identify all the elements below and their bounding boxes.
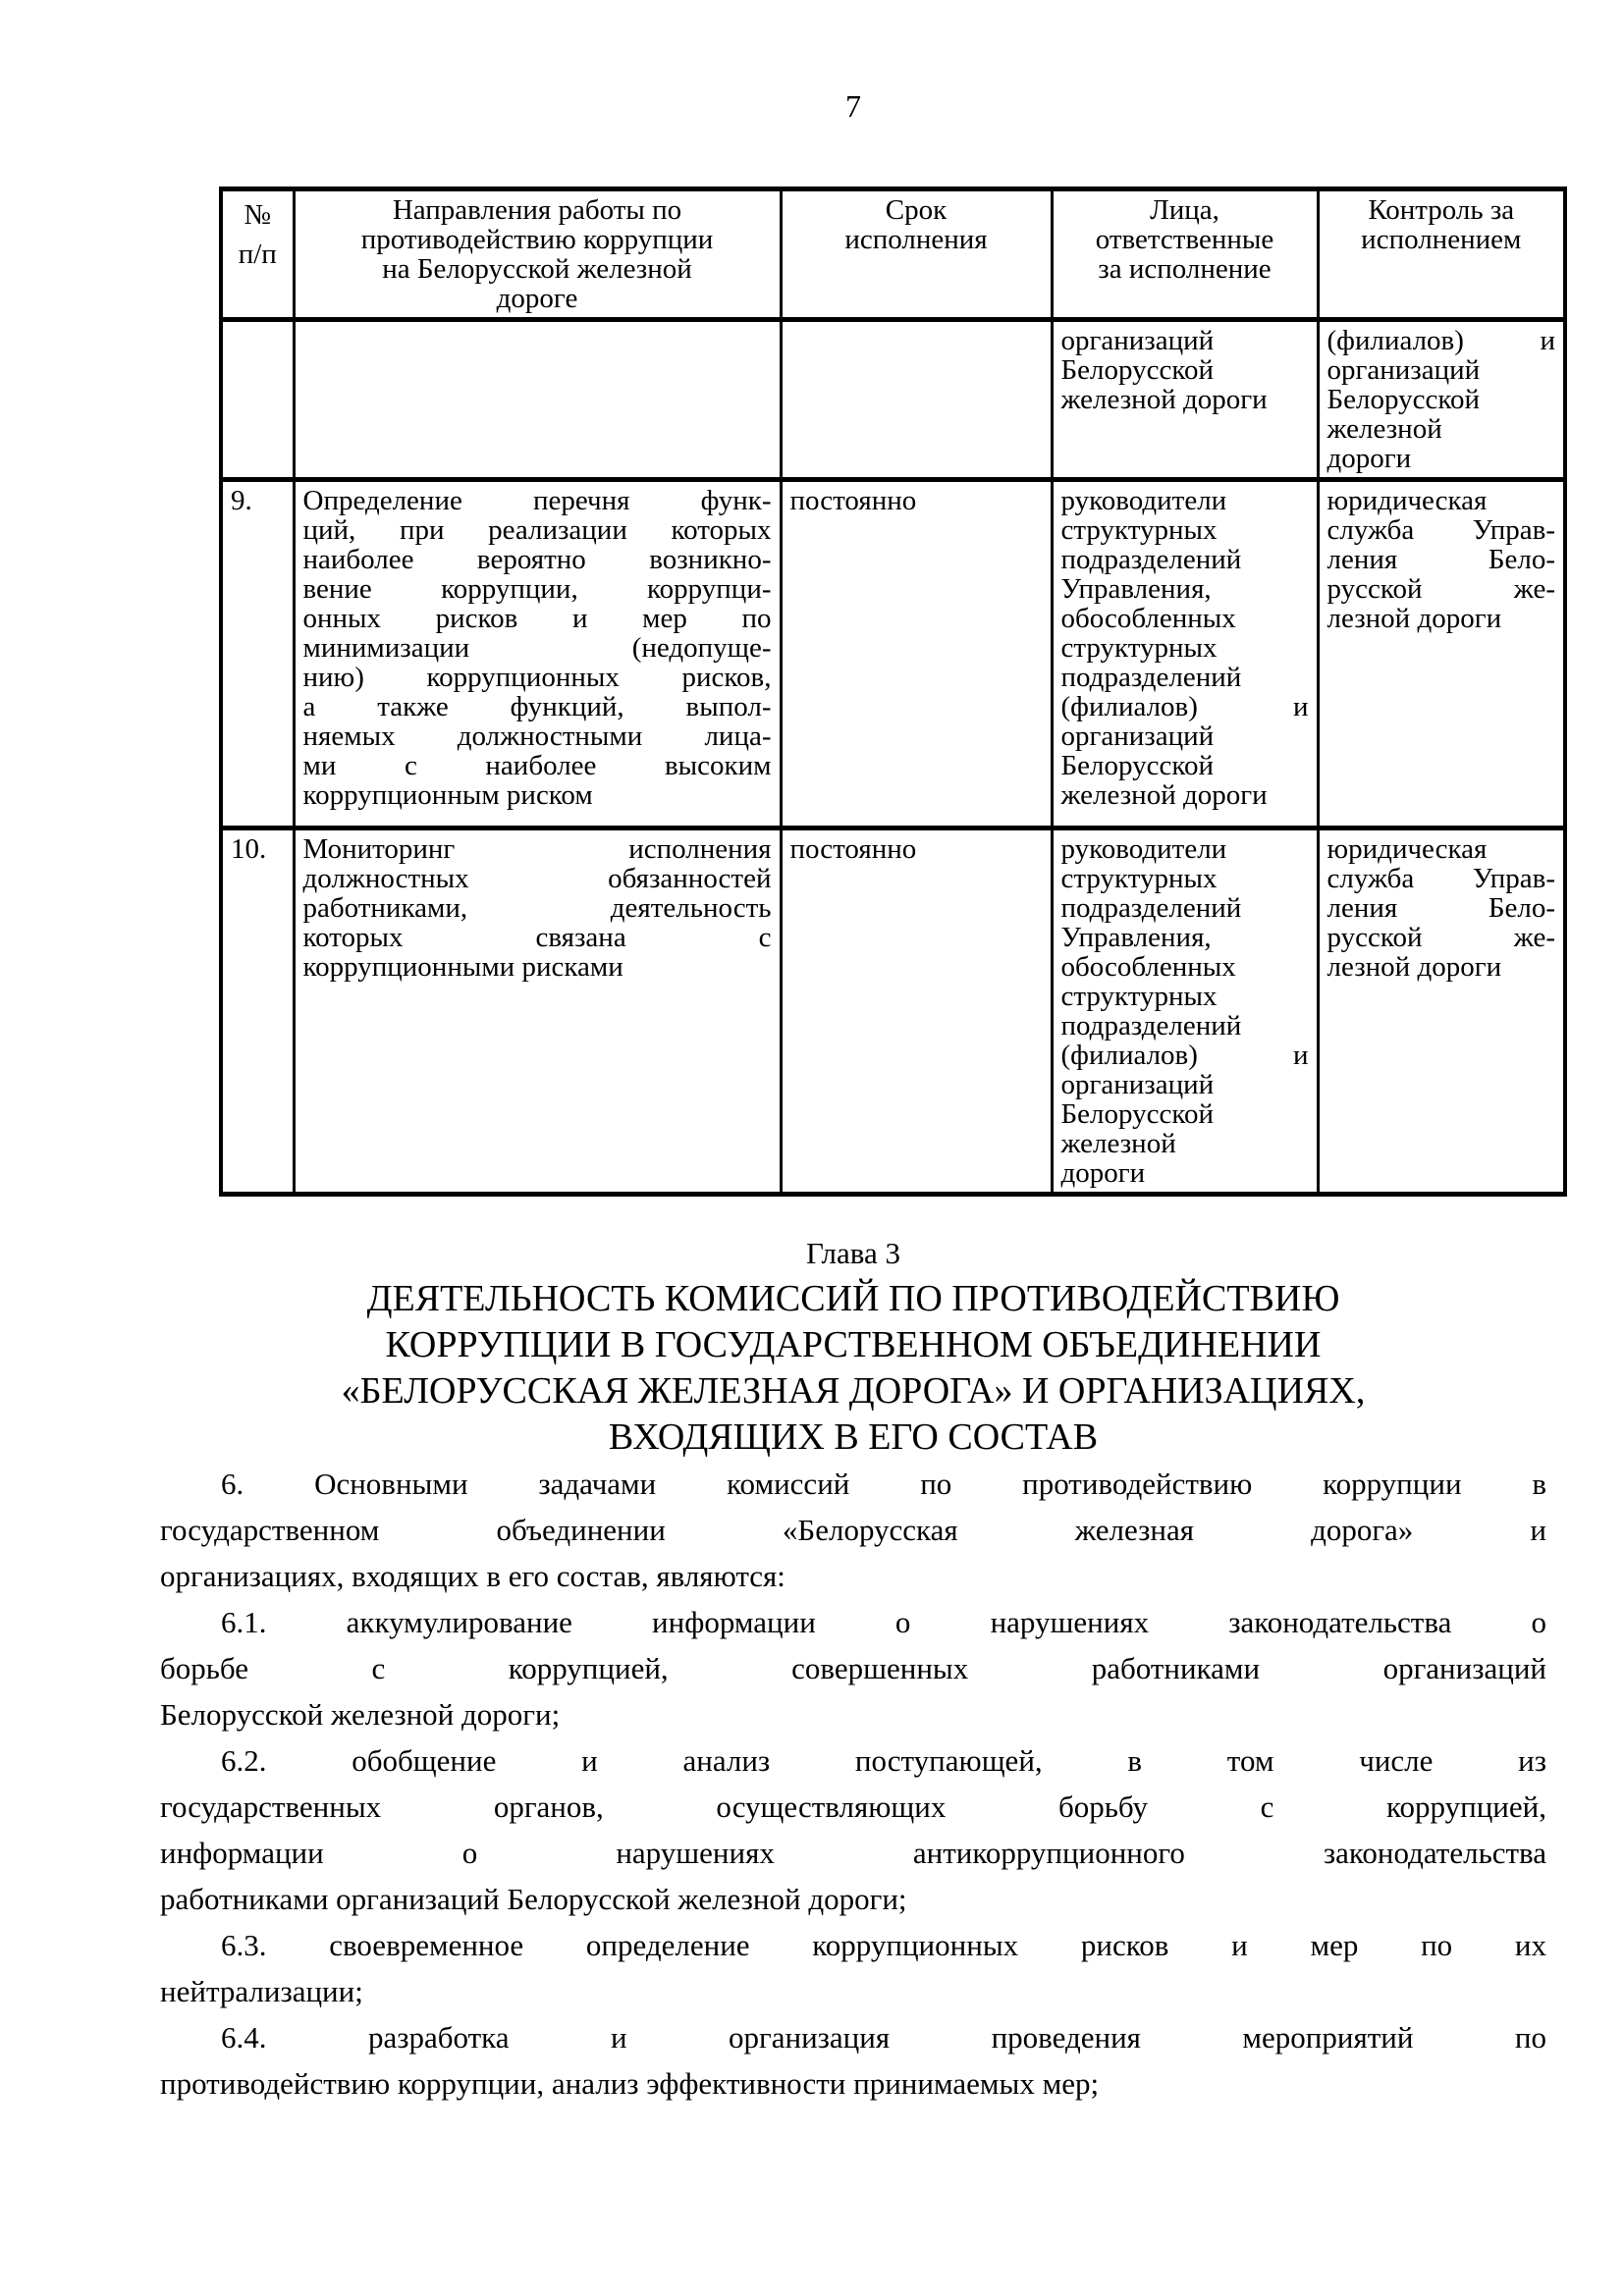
- paragraph-6-2: 6.2. обобщение и анализ поступающей, в том числе из государственных органов, осуществляющих борьбу с коррупцией, информации о нарушениях антикоррупционного законодательства работниками организаций Белорусской железной дороги;: [160, 1743, 1546, 1916]
- paragraph-6: 6. Основными задачами комиссий по противодействию коррупции в государственном объединении «Белорусская железная дорога» и организациях, входящих в его состав, являются:: [160, 1467, 1546, 1593]
- cell-direction: Определение перечня функ- ций, при реализации которых наиболее вероятно возникно- вение коррупции, коррупци- онных рисков и мер по минимизации (недопуще- нию) коррупционных рисков, а также функций, выпол- няемых должностными лица- ми с наиболее высоким коррупционным риском: [294, 480, 781, 828]
- table-row-10: [221, 828, 1565, 1195]
- header-num: № п/п: [221, 189, 294, 320]
- cell-persons: руководители структурных подразделений Управления, обособленных структурных подразделений (филиалов) и организаций Белорусской железной дороги: [1052, 828, 1318, 1195]
- paragraph-6-4: 6.4. разработка и организация проведения мероприятий по противодействию коррупции, анализ эффективности принимаемых мер;: [160, 2020, 1546, 2101]
- header-term: Срок исполнения: [781, 189, 1052, 320]
- table-row-9: [221, 480, 1565, 828]
- page-number: 7: [845, 88, 861, 124]
- chapter-title: ДЕЯТЕЛЬНОСТЬ КОМИССИЙ ПО ПРОТИВОДЕЙСТВИЮ КОРРУПЦИИ В ГОСУДАРСТВЕННОМ ОБЪЕДИНЕНИИ «БЕЛОРУССКАЯ ЖЕЛЕЗНАЯ ДОРОГА» И ОРГАНИЗАЦИЯХ, ВХОДЯЩИХ В ЕГО СОСТАВ: [341, 1278, 1366, 1458]
- paragraph-6-3: 6.3. своевременное определение коррупционных рисков и мер по их нейтрализации;: [160, 1928, 1546, 2008]
- cell-control: юридическая служба Управ- ления Бело- русской же- лезной дороги: [1318, 480, 1565, 828]
- anti-corruption-plan-table: [219, 187, 1567, 1197]
- header-control: Контроль за исполнением: [1318, 189, 1565, 320]
- cell-term: постоянно: [781, 828, 1052, 1195]
- table-row-continuation: [221, 320, 1565, 480]
- cell-control: юридическая служба Управ- ления Бело- русской же- лезной дороги: [1318, 828, 1565, 1195]
- cell-num: 9.: [221, 480, 294, 828]
- cell-direction: Мониторинг исполнения должностных обязанностей работниками, деятельность которых связана с коррупционными рисками: [294, 828, 781, 1195]
- cell-num: [221, 320, 294, 480]
- cell-persons: организаций Белорусской железной дороги: [1052, 320, 1318, 480]
- chapter-label: Глава 3: [805, 1236, 901, 1270]
- cell-persons: руководители структурных подразделений Управления, обособленных структурных подразделений (филиалов) и организаций Белорусской железной дороги: [1052, 480, 1318, 828]
- cell-direction: [294, 320, 781, 480]
- table-header-row: [221, 189, 1565, 320]
- cell-term: [781, 320, 1052, 480]
- chapter-text-block: [160, 1230, 1546, 2107]
- cell-control: (филиалов) и организаций Белорусской железной дороги: [1318, 320, 1565, 480]
- header-directions: Направления работы по противодействию коррупции на Белорусской железной дороге: [294, 189, 781, 320]
- paragraph-6-1: 6.1. аккумулирование информации о нарушениях законодательства о борьбе с коррупцией, совершенных работниками организаций Белорусской железной дороги;: [160, 1605, 1546, 1732]
- cell-term: постоянно: [781, 480, 1052, 828]
- cell-num: 10.: [221, 828, 294, 1195]
- header-persons: Лица, ответственные за исполнение: [1052, 189, 1318, 320]
